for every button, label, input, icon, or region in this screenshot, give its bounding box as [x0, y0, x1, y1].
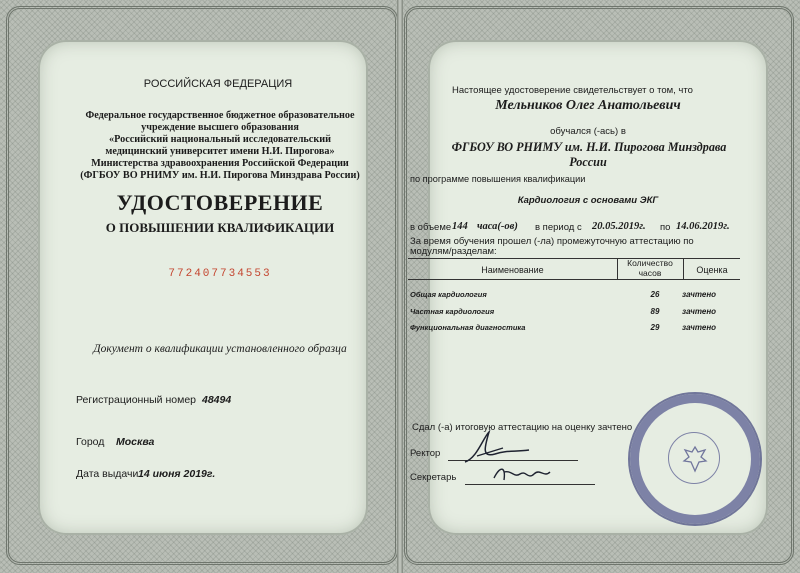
final-exam-text: Сдал (-а) итоговую аттестацию на оценку зачтено	[412, 422, 633, 433]
module-hours: 26	[650, 290, 660, 299]
secretary-signature	[488, 458, 558, 488]
table-header-grade: Оценка	[696, 265, 728, 275]
volume-prefix: в объеме	[410, 222, 452, 233]
date-from: 20.05.2019г.	[592, 221, 646, 232]
document-type: Документ о квалификации установленного образца	[93, 343, 347, 355]
period-from-label: в период с	[535, 222, 582, 233]
recipient-name: Мельников Олег Анатольевич	[495, 98, 681, 113]
module-grade: зачтено	[682, 323, 717, 332]
module-grade: зачтено	[682, 307, 717, 316]
org-line: «Российский национальный исследовательский	[109, 134, 331, 145]
official-seal	[628, 392, 762, 526]
serial-number: 772407734553	[168, 268, 272, 280]
table-header-hours: Количество часов	[627, 258, 673, 278]
secretary-label: Секретарь	[410, 472, 457, 483]
org-line: Министерства здравоохранения Российской Федерации	[91, 158, 349, 169]
institution-line-1: ФГБОУ ВО РНИМУ им. Н.И. Пирогова Минздрава	[451, 140, 727, 154]
date-to: 14.06.2019г.	[676, 221, 730, 232]
issue-date-label: Дата выдачи	[76, 468, 139, 480]
issue-date-value: 14 июня 2019г.	[138, 468, 216, 480]
org-line: медицинский университет имени Н.И. Пирогова»	[105, 146, 335, 157]
hours-unit: часа(-ов)	[477, 221, 518, 232]
table-top-rule	[408, 258, 740, 259]
reg-number-value: 48494	[202, 394, 232, 406]
attestation-line-1: За время обучения прошел (-ла) промежуточную аттестацию по	[410, 236, 694, 247]
city-value: Москва	[116, 436, 155, 448]
module-hours: 29	[650, 323, 660, 332]
org-line: учреждение высшего образования	[141, 122, 299, 133]
organization-name	[60, 110, 380, 182]
module-name: Частная кардиология	[410, 307, 495, 316]
studied-text: обучался (-ась) в	[550, 126, 626, 137]
hours-total: 144	[452, 221, 468, 232]
org-line: (ФГБОУ ВО РНИМУ им. Н.И. Пирогова Минздрава России)	[80, 170, 360, 181]
module-name: Функциональная диагностика	[410, 323, 526, 332]
program-name: Кардиология с основами ЭКГ	[517, 195, 659, 206]
program-label: по программе повышения квалификации	[410, 174, 586, 184]
document-title: УДОСТОВЕРЕНИЕ	[116, 190, 324, 215]
module-hours: 89	[650, 307, 660, 316]
module-name: Общая кардиология	[410, 290, 487, 299]
city-label: Город	[76, 436, 105, 448]
module-grade: зачтено	[682, 290, 717, 299]
institution-line-2: России	[569, 155, 607, 169]
rector-label: Ректор	[410, 448, 441, 459]
center-fold	[397, 0, 403, 573]
intro-text: Настоящее удостоверение свидетельствует о том, что	[452, 85, 693, 96]
country-heading: РОССИЙСКАЯ ФЕДЕРАЦИЯ	[143, 78, 293, 90]
org-line: Федеральное государственное бюджетное образовательное	[85, 110, 355, 121]
document-subtitle: О ПОВЫШЕНИИ КВАЛИФИКАЦИИ	[105, 220, 335, 235]
seal-emblem-icon	[680, 444, 710, 474]
table-header-name: Наименование	[481, 265, 544, 275]
attestation-line-2: модулям/разделам:	[410, 246, 497, 257]
table-header-rule	[408, 279, 740, 280]
period-to-label: по	[660, 222, 671, 233]
reg-number-label: Регистрационный номер	[76, 394, 196, 406]
